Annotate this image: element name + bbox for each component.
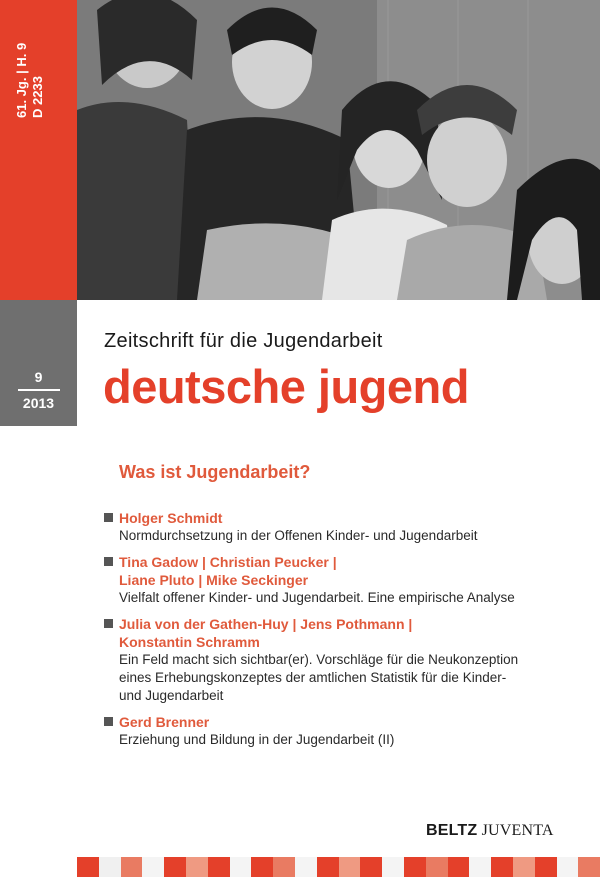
article-description: eines Erhebungskonzeptes der amtlichen Statistik für die Kinder- xyxy=(119,670,507,685)
publisher-beltz: BELTZ xyxy=(426,822,478,839)
article-description: Erziehung und Bildung in der Jugendarbeit (II) xyxy=(119,732,395,747)
article-item xyxy=(104,713,584,749)
square-bullet-icon xyxy=(104,513,113,522)
decorative-color-bar xyxy=(77,857,600,877)
issue-box xyxy=(0,368,77,412)
article-authors: Tina Gadow | Christian Peucker | xyxy=(119,554,337,570)
article-description: Normdurchsetzung in der Offenen Kinder- und Jugendarbeit xyxy=(119,528,478,543)
journal-title: deutsche jugend xyxy=(103,360,469,413)
article-description: und Jugendarbeit xyxy=(119,688,224,703)
square-bullet-icon xyxy=(104,717,113,726)
article-authors: Holger Schmidt xyxy=(119,510,223,526)
spine-volume: 61. Jg. | H. 9 xyxy=(14,42,29,118)
spine-red-panel xyxy=(0,0,77,300)
square-bullet-icon xyxy=(104,557,113,566)
article-description: Ein Feld macht sich sichtbar(er). Vorschläge für die Neukonzeption xyxy=(119,652,519,667)
article-description: Vielfalt offener Kinder- und Jugendarbeit. Eine empirische Analyse xyxy=(119,590,515,605)
article-authors: Liane Pluto | Mike Seckinger xyxy=(119,572,309,588)
article-list xyxy=(104,509,584,757)
group-photo-icon xyxy=(77,0,600,300)
article-authors: Konstantin Schramm xyxy=(119,634,260,650)
article-authors: Julia von der Gathen-Huy | Jens Pothmann | xyxy=(119,616,413,632)
cover-photo xyxy=(77,0,600,300)
spine-text xyxy=(14,42,46,118)
square-bullet-icon xyxy=(104,619,113,628)
article-authors: Gerd Brenner xyxy=(119,714,210,730)
article-item xyxy=(104,553,584,607)
publisher-juventa: JUVENTA xyxy=(481,822,554,839)
issue-number: 9 xyxy=(34,369,43,385)
article-item xyxy=(104,615,584,705)
issue-theme: Was ist Jugendarbeit? xyxy=(119,462,311,482)
issue-divider xyxy=(18,389,60,391)
issue-year: 2013 xyxy=(22,395,55,411)
spine-code: D 2233 xyxy=(30,76,45,118)
publisher-logo xyxy=(426,822,554,840)
article-item xyxy=(104,509,584,545)
journal-subtitle: Zeitschrift für die Jugendarbeit xyxy=(104,330,383,352)
